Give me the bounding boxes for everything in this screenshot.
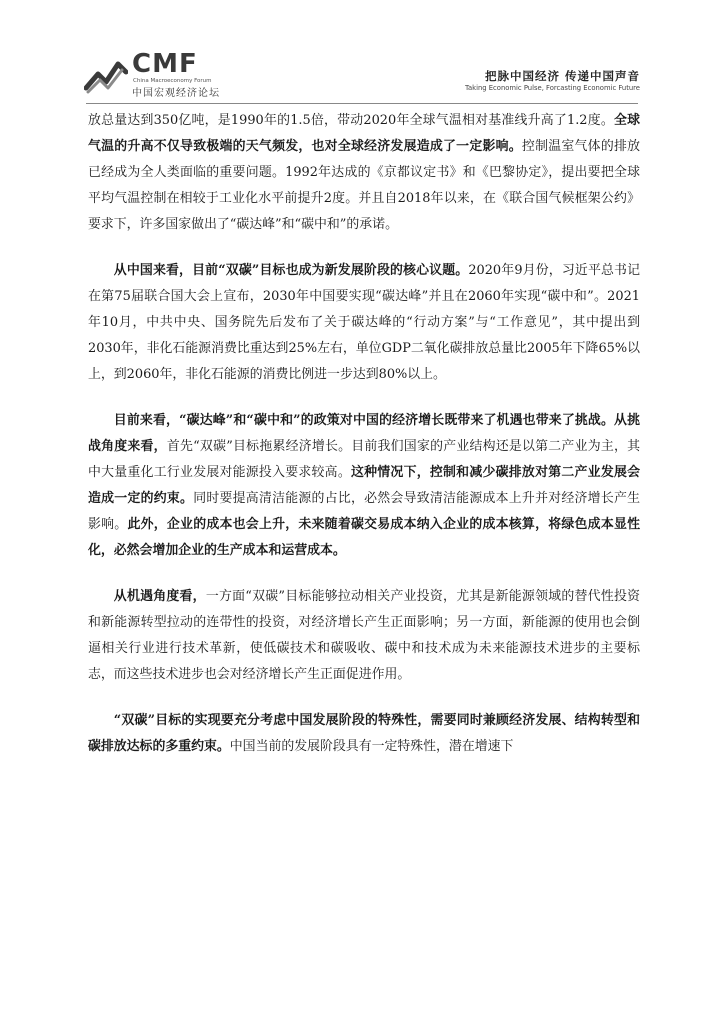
text-run: 中国当前的发展阶段具有一定特殊性，潜在增速下 bbox=[229, 739, 514, 754]
paragraph bbox=[88, 258, 640, 388]
text-run: 一方面“双碳”目标能够拉动相关产业投资，尤其是新能源领域的替代性投资和新能源转型拉动的连带性的投资，对经济增长产生正面影响；另一方面，新能源的使用也会倒逼相关行业进行技术革新，使低碳技术和碳吸收、碳中和技术成为未来能源技术进步的主要标志，而这些技术进步也会对经济增长产生正面促进作用。 bbox=[88, 589, 641, 682]
paragraph bbox=[88, 708, 640, 760]
bold-text-run: 全球气温的升高不仅导致极端的天气频发，也对全球经济发展造成了一定影响。 bbox=[88, 113, 641, 154]
logo-chinese-name: 中国宏观经济论坛 bbox=[132, 88, 220, 99]
text-run: 控制温室气体的排放已经成为全人类面临的重要问题。1992年达成的《京都议定书》和《巴黎协定》，提出要把全球平均气温控制在相较于工业化水平前提升2度。并且自2018年以来，在《联合国气候框架公约》要求下，许多国家做出了“碳达峰”和“碳中和”的承诺。 bbox=[88, 139, 641, 232]
paragraph bbox=[88, 108, 640, 238]
bold-text-run: 此外，企业的成本也会上升，未来随着碳交易成本纳入企业的成本核算，将绿色成本显性化，必然会增加企业的生产成本和运营成本。 bbox=[88, 517, 641, 558]
text-run: 2020年9月份，习近平总书记在第75届联合国大会上宣布，2030年中国要实现“碳达峰”并且在2060年实现“碳中和”。2021年10月，中共中央、国务院先后发布了关于碳达峰的“行动方案”与“工作意见”，其中提出到2030年，非化石能源消费比重达到25%左右，单位GDP二氧化碳排放总量比2005年下降65%以上，到2060年，非化石能源的消费比例进一步达到80%以上。 bbox=[88, 263, 641, 382]
text-run: 首先“双碳”目标拖累经济增长。目前我们国家的产业结构还是以第二产业为主，其中大量重化工行业发展对能源投入要求较高。 bbox=[88, 439, 641, 480]
text-run: 放总量达到350亿吨，是1990年的1.5倍，带动2020年全球气温相对基准线升高了1.2度。 bbox=[88, 113, 614, 128]
cmf-logo-mark-icon bbox=[84, 54, 128, 94]
slogan-english: Taking Economic Pulse, Forcasting Economic Future bbox=[464, 84, 640, 92]
slogan-chinese: 把脉中国经济 传递中国声音 bbox=[484, 69, 640, 83]
logo-title: CMF bbox=[132, 49, 198, 79]
document-body bbox=[88, 108, 640, 780]
header-slogan bbox=[465, 69, 640, 93]
logo-subtitle: China Macroeconomy Forum bbox=[133, 78, 212, 84]
paragraph bbox=[88, 584, 640, 688]
bold-text-run: 这种情况下，控制和减少碳排放对第二产业发展会造成一定的约束。 bbox=[88, 465, 641, 506]
bold-text-run: 从中国来看，目前“双碳”目标也成为新发展阶段的核心议题。 bbox=[113, 263, 469, 278]
header-divider bbox=[86, 103, 638, 104]
bold-text-run: 目前来看，“碳达峰”和“碳中和”的政策对中国的经济增长既带来了机遇也带来了挑战。从挑战角度来看， bbox=[88, 413, 640, 454]
page-header bbox=[0, 0, 724, 106]
cmf-logo bbox=[84, 50, 234, 100]
bold-text-run: 从机遇角度看， bbox=[113, 589, 206, 604]
bold-text-run: “双碳”目标的实现要充分考虑中国发展阶段的特殊性，需要同时兼顾经济发展、结构转型和碳排放达标的多重约束。 bbox=[88, 713, 640, 754]
paragraph bbox=[88, 408, 640, 564]
text-run: 同时要提高清洁能源的占比，必然会导致清洁能源成本上升并对经济增长产生影响。 bbox=[88, 491, 641, 532]
